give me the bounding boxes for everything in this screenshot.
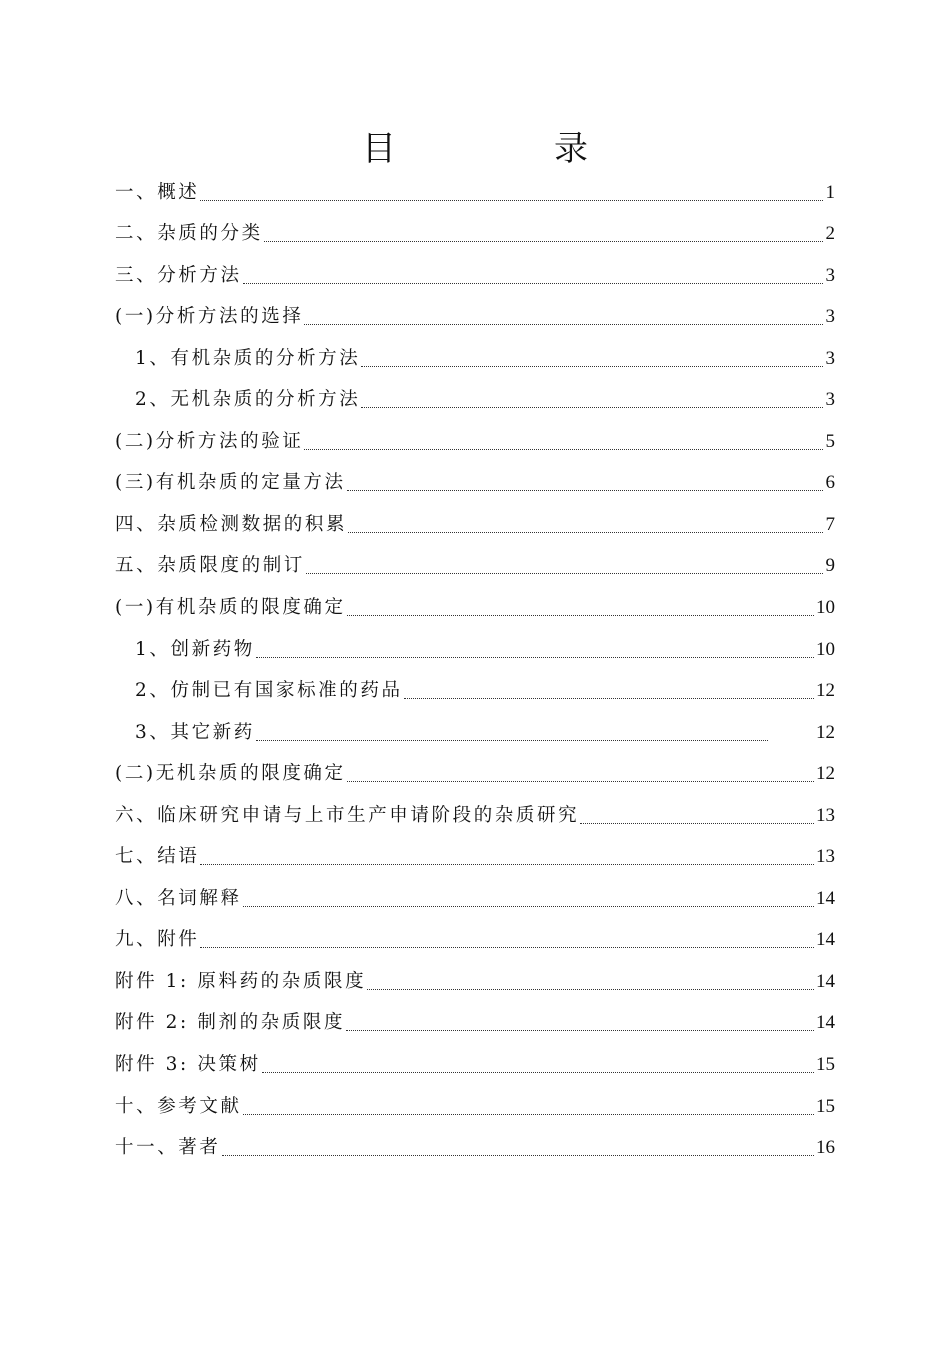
toc-entry-label: 附件 3: 决策树	[115, 1054, 261, 1076]
toc-entry[interactable]	[115, 996, 835, 1038]
toc-entry-page-number: 10	[816, 597, 835, 619]
table-of-contents	[115, 165, 835, 1162]
toc-entry-page-number: 7	[825, 513, 835, 535]
toc-entry[interactable]	[115, 497, 835, 539]
toc-entry-page-number: 14	[816, 970, 835, 992]
toc-entry[interactable]	[115, 830, 835, 872]
toc-dot-leader	[222, 1155, 814, 1156]
toc-entry-page-number: 2	[825, 223, 835, 245]
toc-dot-leader	[243, 906, 814, 907]
toc-entry-page-number: 13	[816, 804, 835, 826]
toc-dot-leader	[361, 366, 823, 367]
toc-entry-page-number: 1	[825, 181, 835, 203]
toc-entry[interactable]	[115, 331, 835, 373]
toc-entry-label: 3、其它新药	[135, 721, 255, 743]
toc-entry[interactable]	[115, 788, 835, 830]
toc-entry[interactable]	[115, 456, 835, 498]
toc-entry-label: (一)有机杂质的限度确定	[115, 597, 346, 619]
toc-dot-leader	[200, 947, 814, 948]
toc-entry-page-number: 14	[816, 887, 835, 909]
toc-entry-page-number: 3	[825, 347, 835, 369]
toc-entry[interactable]	[115, 1037, 835, 1079]
toc-dot-leader	[256, 740, 768, 741]
toc-entry-page-number: 16	[816, 1137, 835, 1159]
toc-entry-label: 九、附件	[115, 929, 200, 951]
toc-entry[interactable]	[115, 580, 835, 622]
page-title: 目 录	[362, 128, 650, 169]
toc-entry[interactable]	[115, 747, 835, 789]
toc-entry-page-number: 12	[816, 680, 835, 702]
toc-entry-label: 2、仿制已有国家标准的药品	[135, 680, 403, 702]
toc-dot-leader	[580, 823, 814, 824]
toc-entry[interactable]	[115, 913, 835, 955]
toc-entry-label: 附件 1: 原料药的杂质限度	[115, 970, 367, 992]
toc-entry-page-number: 6	[825, 472, 835, 494]
toc-entry-label: (二)无机杂质的限度确定	[115, 763, 346, 785]
toc-entry[interactable]	[115, 165, 835, 207]
toc-entry-label: 附件 2: 制剂的杂质限度	[115, 1012, 346, 1034]
toc-entry-label: 三、分析方法	[115, 264, 242, 286]
toc-entry[interactable]	[115, 414, 835, 456]
toc-entry[interactable]	[115, 664, 835, 706]
toc-entry-page-number: 3	[825, 306, 835, 328]
toc-entry-label: (二)分析方法的验证	[115, 430, 304, 452]
toc-entry-label: (三)有机杂质的定量方法	[115, 472, 346, 494]
toc-entry-page-number: 15	[816, 1054, 835, 1076]
toc-entry-label: 五、杂质限度的制订	[115, 555, 305, 577]
toc-dot-leader	[367, 989, 814, 990]
toc-entry[interactable]	[115, 954, 835, 996]
toc-entry-label: (一)分析方法的选择	[115, 306, 304, 328]
toc-dot-leader	[361, 407, 823, 408]
toc-entry-page-number: 3	[825, 389, 835, 411]
toc-entry-label: 一、概述	[115, 181, 200, 203]
toc-entry-page-number: 12	[816, 763, 835, 785]
toc-dot-leader	[346, 1030, 814, 1031]
toc-entry-label: 七、结语	[115, 846, 200, 868]
toc-dot-leader	[200, 200, 823, 201]
toc-entry[interactable]	[115, 290, 835, 332]
toc-entry-label: 六、临床研究申请与上市生产申请阶段的杂质研究	[115, 804, 580, 826]
toc-dot-leader	[347, 781, 814, 782]
toc-dot-leader	[256, 657, 814, 658]
toc-dot-leader	[304, 324, 823, 325]
toc-entry-page-number: 13	[816, 846, 835, 868]
toc-dot-leader	[347, 490, 823, 491]
toc-entry[interactable]	[115, 622, 835, 664]
toc-dot-leader	[404, 698, 814, 699]
toc-entry[interactable]	[115, 207, 835, 249]
toc-entry-page-number: 9	[825, 555, 835, 577]
toc-dot-leader	[243, 283, 823, 284]
toc-dot-leader	[304, 449, 823, 450]
toc-entry[interactable]	[115, 1079, 835, 1121]
toc-entry-label: 1、有机杂质的分析方法	[135, 347, 361, 369]
toc-dot-leader	[262, 1072, 814, 1073]
toc-entry-page-number: 3	[825, 264, 835, 286]
toc-entry-label: 二、杂质的分类	[115, 223, 263, 245]
toc-entry-page-number: 14	[816, 929, 835, 951]
toc-dot-leader	[264, 241, 823, 242]
toc-entry[interactable]	[115, 705, 835, 747]
toc-dot-leader	[243, 1114, 814, 1115]
toc-dot-leader	[306, 573, 823, 574]
toc-entry-label: 1、创新药物	[135, 638, 255, 660]
toc-dot-leader	[347, 615, 814, 616]
toc-entry-label: 八、名词解释	[115, 887, 242, 909]
toc-entry-page-number: 15	[816, 1095, 835, 1117]
toc-entry[interactable]	[115, 373, 835, 415]
toc-entry[interactable]	[115, 1121, 835, 1163]
toc-entry[interactable]	[115, 871, 835, 913]
toc-entry-label: 2、无机杂质的分析方法	[135, 389, 361, 411]
toc-dot-leader	[200, 864, 814, 865]
toc-entry[interactable]	[115, 248, 835, 290]
toc-entry-page-number: 5	[825, 430, 835, 452]
toc-entry-page-number: 12	[816, 721, 835, 743]
toc-entry-page-number: 10	[816, 638, 835, 660]
toc-entry-label: 四、杂质检测数据的积累	[115, 513, 348, 535]
toc-entry-label: 十一、著者	[115, 1137, 221, 1159]
toc-dot-leader	[348, 532, 823, 533]
toc-entry-label: 十、参考文献	[115, 1095, 242, 1117]
toc-entry[interactable]	[115, 539, 835, 581]
toc-entry-page-number: 14	[816, 1012, 835, 1034]
